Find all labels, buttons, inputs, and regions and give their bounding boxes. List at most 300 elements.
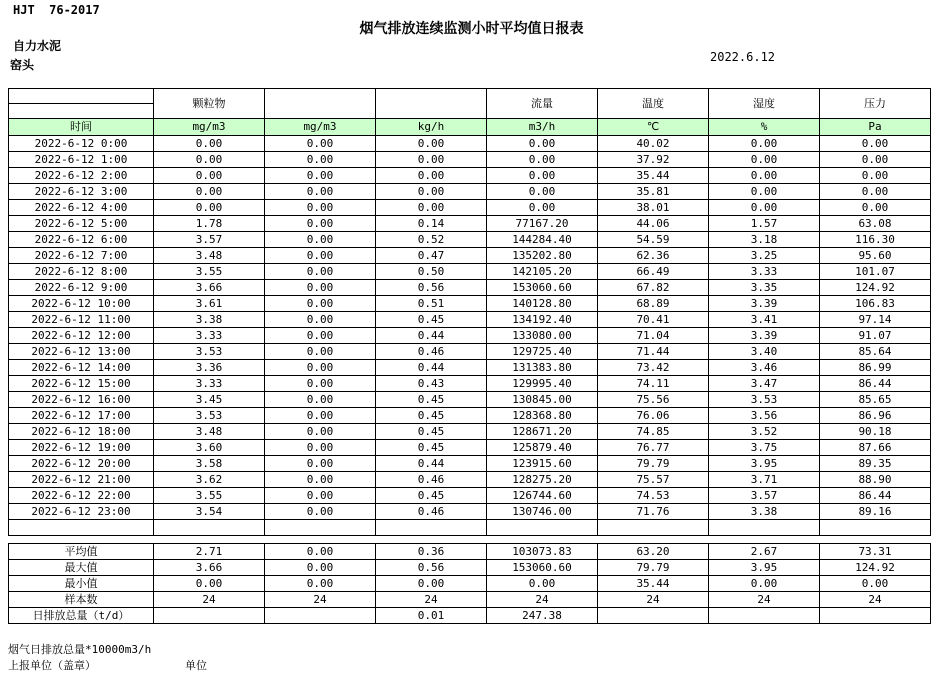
value-cell: 3.33 xyxy=(154,328,265,344)
value-cell: 106.83 xyxy=(820,296,931,312)
value-cell: 40.02 xyxy=(598,136,709,152)
hourly-row xyxy=(9,168,931,184)
unit-header-row xyxy=(9,119,931,136)
value-cell: 88.90 xyxy=(820,472,931,488)
value-cell: 0.00 xyxy=(265,408,376,424)
value-cell: 125879.40 xyxy=(487,440,598,456)
hourly-row xyxy=(9,504,931,520)
gap-cell xyxy=(598,536,709,544)
value-cell: 86.44 xyxy=(820,376,931,392)
hourly-row xyxy=(9,392,931,408)
hourly-row xyxy=(9,232,931,248)
value-cell: 0.43 xyxy=(376,376,487,392)
value-cell: 3.39 xyxy=(709,296,820,312)
value-cell: 62.36 xyxy=(598,248,709,264)
value-cell: 63.08 xyxy=(820,216,931,232)
value-cell: 0.00 xyxy=(154,200,265,216)
value-cell: 3.58 xyxy=(154,456,265,472)
value-cell: 75.57 xyxy=(598,472,709,488)
summary-value-cell: 0.00 xyxy=(154,576,265,592)
hourly-row xyxy=(9,408,931,424)
value-cell: 71.44 xyxy=(598,344,709,360)
summary-label: 样本数 xyxy=(9,592,154,608)
value-cell: 116.30 xyxy=(820,232,931,248)
value-cell: 0.00 xyxy=(154,168,265,184)
value-cell: 0.56 xyxy=(376,280,487,296)
unit-percent: % xyxy=(709,119,820,136)
value-cell: 0.45 xyxy=(376,392,487,408)
value-cell: 0.00 xyxy=(154,152,265,168)
value-cell: 128671.20 xyxy=(487,424,598,440)
value-cell: 135202.80 xyxy=(487,248,598,264)
value-cell: 0.00 xyxy=(265,216,376,232)
summary-value-cell: 0.56 xyxy=(376,560,487,576)
value-cell: 128275.20 xyxy=(487,472,598,488)
value-cell: 130746.00 xyxy=(487,504,598,520)
summary-value-cell: 35.44 xyxy=(598,576,709,592)
value-cell: 97.14 xyxy=(820,312,931,328)
value-cell: 35.81 xyxy=(598,184,709,200)
summary-value-cell xyxy=(709,608,820,624)
unit-m3-h: m3/h xyxy=(487,119,598,136)
time-cell: 2022-6-12 14:00 xyxy=(9,360,154,376)
value-cell: 0.00 xyxy=(376,184,487,200)
summary-label: 平均值 xyxy=(9,544,154,560)
value-cell: 85.65 xyxy=(820,392,931,408)
summary-value-cell: 79.79 xyxy=(598,560,709,576)
value-cell: 0.00 xyxy=(265,504,376,520)
summary-value-cell xyxy=(820,608,931,624)
value-cell: 0.00 xyxy=(154,136,265,152)
value-cell: 3.53 xyxy=(154,408,265,424)
value-cell: 3.57 xyxy=(709,488,820,504)
time-cell: 2022-6-12 10:00 xyxy=(9,296,154,312)
summary-value-cell: 124.92 xyxy=(820,560,931,576)
value-cell: 0.00 xyxy=(265,200,376,216)
footnote-unit: 单位 xyxy=(185,659,207,672)
time-cell: 2022-6-12 17:00 xyxy=(9,408,154,424)
empty-cell xyxy=(709,520,820,536)
value-cell: 0.45 xyxy=(376,312,487,328)
unit-celsius: ℃ xyxy=(598,119,709,136)
value-cell: 3.54 xyxy=(154,504,265,520)
value-cell: 0.00 xyxy=(265,296,376,312)
value-cell: 0.00 xyxy=(265,328,376,344)
value-cell: 3.35 xyxy=(709,280,820,296)
hourly-row xyxy=(9,376,931,392)
time-header-blank-bottom xyxy=(9,104,154,119)
value-cell: 54.59 xyxy=(598,232,709,248)
summary-value-cell: 63.20 xyxy=(598,544,709,560)
value-cell: 3.75 xyxy=(709,440,820,456)
value-cell: 0.00 xyxy=(265,392,376,408)
time-cell: 2022-6-12 11:00 xyxy=(9,312,154,328)
empty-cell xyxy=(154,520,265,536)
summary-value-cell: 24 xyxy=(154,592,265,608)
value-cell: 0.00 xyxy=(487,168,598,184)
summary-value-cell: 2.67 xyxy=(709,544,820,560)
time-cell: 2022-6-12 5:00 xyxy=(9,216,154,232)
value-cell: 0.00 xyxy=(487,200,598,216)
value-cell: 0.00 xyxy=(709,152,820,168)
value-cell: 89.35 xyxy=(820,456,931,472)
value-cell: 0.00 xyxy=(820,200,931,216)
hourly-row xyxy=(9,488,931,504)
value-cell: 0.46 xyxy=(376,504,487,520)
value-cell: 70.41 xyxy=(598,312,709,328)
value-cell: 89.16 xyxy=(820,504,931,520)
value-cell: 0.00 xyxy=(265,280,376,296)
value-cell: 0.00 xyxy=(820,152,931,168)
value-cell: 77167.20 xyxy=(487,216,598,232)
value-cell: 74.53 xyxy=(598,488,709,504)
hourly-row xyxy=(9,136,931,152)
value-cell: 3.66 xyxy=(154,280,265,296)
unit-mg-m3-2: mg/m3 xyxy=(265,119,376,136)
unit-pa: Pa xyxy=(820,119,931,136)
hourly-row xyxy=(9,152,931,168)
value-cell: 134192.40 xyxy=(487,312,598,328)
hourly-row xyxy=(9,472,931,488)
company-name: 自力水泥 xyxy=(13,39,62,53)
hourly-row xyxy=(9,248,931,264)
value-cell: 37.92 xyxy=(598,152,709,168)
footnote-flow-total: 烟气日排放总量*10000m3/h xyxy=(8,643,152,656)
value-cell: 71.04 xyxy=(598,328,709,344)
hourly-row xyxy=(9,312,931,328)
value-cell: 3.41 xyxy=(709,312,820,328)
value-cell: 0.00 xyxy=(265,488,376,504)
value-cell: 3.60 xyxy=(154,440,265,456)
summary-value-cell: 0.00 xyxy=(487,576,598,592)
time-cell: 2022-6-12 15:00 xyxy=(9,376,154,392)
gap-cell xyxy=(376,536,487,544)
value-cell: 3.53 xyxy=(709,392,820,408)
hourly-row xyxy=(9,360,931,376)
value-cell: 3.38 xyxy=(709,504,820,520)
value-cell: 76.06 xyxy=(598,408,709,424)
value-cell: 124.92 xyxy=(820,280,931,296)
summary-value-cell: 0.36 xyxy=(376,544,487,560)
value-cell: 0.45 xyxy=(376,424,487,440)
value-cell: 0.00 xyxy=(154,184,265,200)
value-cell: 123915.60 xyxy=(487,456,598,472)
summary-value-cell: 24 xyxy=(598,592,709,608)
summary-value-cell: 3.95 xyxy=(709,560,820,576)
value-cell: 130845.00 xyxy=(487,392,598,408)
value-cell: 3.53 xyxy=(154,344,265,360)
value-cell: 0.00 xyxy=(376,136,487,152)
value-cell: 0.00 xyxy=(709,200,820,216)
value-cell: 79.79 xyxy=(598,456,709,472)
value-cell: 0.44 xyxy=(376,328,487,344)
value-cell: 0.00 xyxy=(820,168,931,184)
value-cell: 3.38 xyxy=(154,312,265,328)
report-date: 2022.6.12 xyxy=(710,50,776,64)
time-cell: 2022-6-12 8:00 xyxy=(9,264,154,280)
value-cell: 3.62 xyxy=(154,472,265,488)
column-header-blank-2 xyxy=(376,89,487,119)
value-cell: 0.45 xyxy=(376,408,487,424)
summary-value-cell: 103073.83 xyxy=(487,544,598,560)
value-cell: 3.33 xyxy=(154,376,265,392)
summary-value-cell: 0.00 xyxy=(265,544,376,560)
value-cell: 129995.40 xyxy=(487,376,598,392)
gap-cell xyxy=(709,536,820,544)
time-header-blank-top xyxy=(9,89,154,104)
time-cell: 2022-6-12 19:00 xyxy=(9,440,154,456)
value-cell: 0.00 xyxy=(265,136,376,152)
value-cell: 140128.80 xyxy=(487,296,598,312)
empty-cell xyxy=(487,520,598,536)
hourly-row xyxy=(9,200,931,216)
value-cell: 0.50 xyxy=(376,264,487,280)
summary-value-cell: 3.66 xyxy=(154,560,265,576)
summary-value-cell: 153060.60 xyxy=(487,560,598,576)
summary-value-cell: 247.38 xyxy=(487,608,598,624)
unit-mg-m3-1: mg/m3 xyxy=(154,119,265,136)
value-cell: 0.00 xyxy=(265,456,376,472)
gap-cell xyxy=(265,536,376,544)
summary-value-cell: 2.71 xyxy=(154,544,265,560)
pollutant-header-row xyxy=(9,89,931,104)
summary-value-cell xyxy=(154,608,265,624)
value-cell: 3.33 xyxy=(709,264,820,280)
time-column-label: 时间 xyxy=(9,119,154,136)
value-cell: 76.77 xyxy=(598,440,709,456)
value-cell: 0.00 xyxy=(265,232,376,248)
value-cell: 91.07 xyxy=(820,328,931,344)
value-cell: 86.99 xyxy=(820,360,931,376)
summary-value-cell: 24 xyxy=(487,592,598,608)
value-cell: 0.00 xyxy=(376,200,487,216)
value-cell: 144284.40 xyxy=(487,232,598,248)
value-cell: 75.56 xyxy=(598,392,709,408)
hourly-row xyxy=(9,328,931,344)
time-cell: 2022-6-12 3:00 xyxy=(9,184,154,200)
hourly-row xyxy=(9,456,931,472)
hourly-row xyxy=(9,264,931,280)
value-cell: 0.00 xyxy=(265,168,376,184)
empty-cell xyxy=(376,520,487,536)
summary-label: 最小值 xyxy=(9,576,154,592)
value-cell: 129725.40 xyxy=(487,344,598,360)
value-cell: 74.11 xyxy=(598,376,709,392)
time-cell: 2022-6-12 20:00 xyxy=(9,456,154,472)
value-cell: 0.00 xyxy=(265,184,376,200)
summary-row xyxy=(9,560,931,576)
value-cell: 86.44 xyxy=(820,488,931,504)
value-cell: 0.52 xyxy=(376,232,487,248)
value-cell: 3.18 xyxy=(709,232,820,248)
table-gap-row xyxy=(9,536,931,544)
value-cell: 0.47 xyxy=(376,248,487,264)
value-cell: 126744.60 xyxy=(487,488,598,504)
standard-code: HJT 76-2017 xyxy=(13,3,100,17)
summary-value-cell xyxy=(265,608,376,624)
empty-row xyxy=(9,520,931,536)
monitoring-point-name: 窑头 xyxy=(10,58,35,72)
summary-row xyxy=(9,592,931,608)
time-cell: 2022-6-12 1:00 xyxy=(9,152,154,168)
value-cell: 0.00 xyxy=(265,440,376,456)
value-cell: 0.45 xyxy=(376,488,487,504)
time-cell: 2022-6-12 12:00 xyxy=(9,328,154,344)
summary-value-cell: 73.31 xyxy=(820,544,931,560)
footnote-reporting-unit: 上报单位（盖章） xyxy=(8,659,96,672)
value-cell: 95.60 xyxy=(820,248,931,264)
summary-row xyxy=(9,608,931,624)
summary-value-cell xyxy=(598,608,709,624)
time-cell: 2022-6-12 13:00 xyxy=(9,344,154,360)
value-cell: 67.82 xyxy=(598,280,709,296)
time-cell: 2022-6-12 2:00 xyxy=(9,168,154,184)
summary-label: 最大值 xyxy=(9,560,154,576)
gap-cell xyxy=(9,536,154,544)
summary-value-cell: 0.00 xyxy=(709,576,820,592)
value-cell: 0.00 xyxy=(487,152,598,168)
time-cell: 2022-6-12 22:00 xyxy=(9,488,154,504)
value-cell: 0.00 xyxy=(265,264,376,280)
summary-value-cell: 0.00 xyxy=(265,560,376,576)
value-cell: 0.00 xyxy=(487,184,598,200)
value-cell: 101.07 xyxy=(820,264,931,280)
value-cell: 3.55 xyxy=(154,264,265,280)
summary-row xyxy=(9,544,931,560)
value-cell: 3.39 xyxy=(709,328,820,344)
value-cell: 0.00 xyxy=(265,424,376,440)
value-cell: 0.46 xyxy=(376,472,487,488)
hourly-row xyxy=(9,216,931,232)
summary-value-cell: 0.00 xyxy=(820,576,931,592)
summary-label: 日排放总量（t/d） xyxy=(9,608,154,624)
hourly-row xyxy=(9,344,931,360)
gap-cell xyxy=(820,536,931,544)
value-cell: 3.46 xyxy=(709,360,820,376)
value-cell: 0.44 xyxy=(376,360,487,376)
value-cell: 128368.80 xyxy=(487,408,598,424)
value-cell: 3.25 xyxy=(709,248,820,264)
value-cell: 90.18 xyxy=(820,424,931,440)
empty-cell xyxy=(820,520,931,536)
value-cell: 0.46 xyxy=(376,344,487,360)
empty-cell xyxy=(9,520,154,536)
value-cell: 131383.80 xyxy=(487,360,598,376)
value-cell: 1.57 xyxy=(709,216,820,232)
value-cell: 73.42 xyxy=(598,360,709,376)
value-cell: 0.51 xyxy=(376,296,487,312)
value-cell: 3.52 xyxy=(709,424,820,440)
value-cell: 0.00 xyxy=(376,152,487,168)
value-cell: 0.00 xyxy=(265,360,376,376)
value-cell: 0.14 xyxy=(376,216,487,232)
gap-cell xyxy=(154,536,265,544)
value-cell: 1.78 xyxy=(154,216,265,232)
column-header-flow: 流量 xyxy=(487,89,598,119)
hourly-row xyxy=(9,184,931,200)
time-cell: 2022-6-12 0:00 xyxy=(9,136,154,152)
value-cell: 3.36 xyxy=(154,360,265,376)
value-cell: 3.55 xyxy=(154,488,265,504)
value-cell: 0.00 xyxy=(265,472,376,488)
value-cell: 0.00 xyxy=(265,312,376,328)
time-cell: 2022-6-12 7:00 xyxy=(9,248,154,264)
gap-cell xyxy=(487,536,598,544)
value-cell: 85.64 xyxy=(820,344,931,360)
summary-value-cell: 24 xyxy=(709,592,820,608)
value-cell: 3.71 xyxy=(709,472,820,488)
value-cell: 68.89 xyxy=(598,296,709,312)
value-cell: 35.44 xyxy=(598,168,709,184)
value-cell: 3.61 xyxy=(154,296,265,312)
value-cell: 3.40 xyxy=(709,344,820,360)
time-cell: 2022-6-12 4:00 xyxy=(9,200,154,216)
column-header-pressure: 压力 xyxy=(820,89,931,119)
value-cell: 0.00 xyxy=(709,168,820,184)
summary-value-cell: 0.00 xyxy=(376,576,487,592)
value-cell: 87.66 xyxy=(820,440,931,456)
value-cell: 0.00 xyxy=(265,376,376,392)
time-cell: 2022-6-12 23:00 xyxy=(9,504,154,520)
column-header-blank-1 xyxy=(265,89,376,119)
column-header-temperature: 温度 xyxy=(598,89,709,119)
emission-report-table xyxy=(8,88,931,624)
time-cell: 2022-6-12 9:00 xyxy=(9,280,154,296)
column-header-humidity: 湿度 xyxy=(709,89,820,119)
value-cell: 3.57 xyxy=(154,232,265,248)
value-cell: 86.96 xyxy=(820,408,931,424)
value-cell: 0.00 xyxy=(709,184,820,200)
summary-row xyxy=(9,576,931,592)
value-cell: 3.48 xyxy=(154,424,265,440)
summary-value-cell: 24 xyxy=(820,592,931,608)
column-header-particulate: 颗粒物 xyxy=(154,89,265,119)
value-cell: 0.00 xyxy=(265,152,376,168)
value-cell: 0.44 xyxy=(376,456,487,472)
time-cell: 2022-6-12 16:00 xyxy=(9,392,154,408)
value-cell: 0.00 xyxy=(820,136,931,152)
value-cell: 74.85 xyxy=(598,424,709,440)
value-cell: 0.00 xyxy=(820,184,931,200)
value-cell: 0.00 xyxy=(487,136,598,152)
summary-value-cell: 24 xyxy=(376,592,487,608)
value-cell: 3.95 xyxy=(709,456,820,472)
empty-cell xyxy=(598,520,709,536)
time-cell: 2022-6-12 18:00 xyxy=(9,424,154,440)
hourly-row xyxy=(9,296,931,312)
value-cell: 3.47 xyxy=(709,376,820,392)
page-title: 烟气排放连续监测小时平均值日报表 xyxy=(359,21,584,37)
hourly-row xyxy=(9,424,931,440)
value-cell: 0.45 xyxy=(376,440,487,456)
hourly-row xyxy=(9,440,931,456)
summary-value-cell: 0.01 xyxy=(376,608,487,624)
value-cell: 0.00 xyxy=(709,136,820,152)
value-cell: 3.56 xyxy=(709,408,820,424)
value-cell: 142105.20 xyxy=(487,264,598,280)
value-cell: 0.00 xyxy=(265,344,376,360)
value-cell: 153060.60 xyxy=(487,280,598,296)
value-cell: 0.00 xyxy=(376,168,487,184)
value-cell: 3.45 xyxy=(154,392,265,408)
time-cell: 2022-6-12 21:00 xyxy=(9,472,154,488)
value-cell: 3.48 xyxy=(154,248,265,264)
hourly-row xyxy=(9,280,931,296)
time-cell: 2022-6-12 6:00 xyxy=(9,232,154,248)
value-cell: 133080.00 xyxy=(487,328,598,344)
value-cell: 66.49 xyxy=(598,264,709,280)
value-cell: 44.06 xyxy=(598,216,709,232)
